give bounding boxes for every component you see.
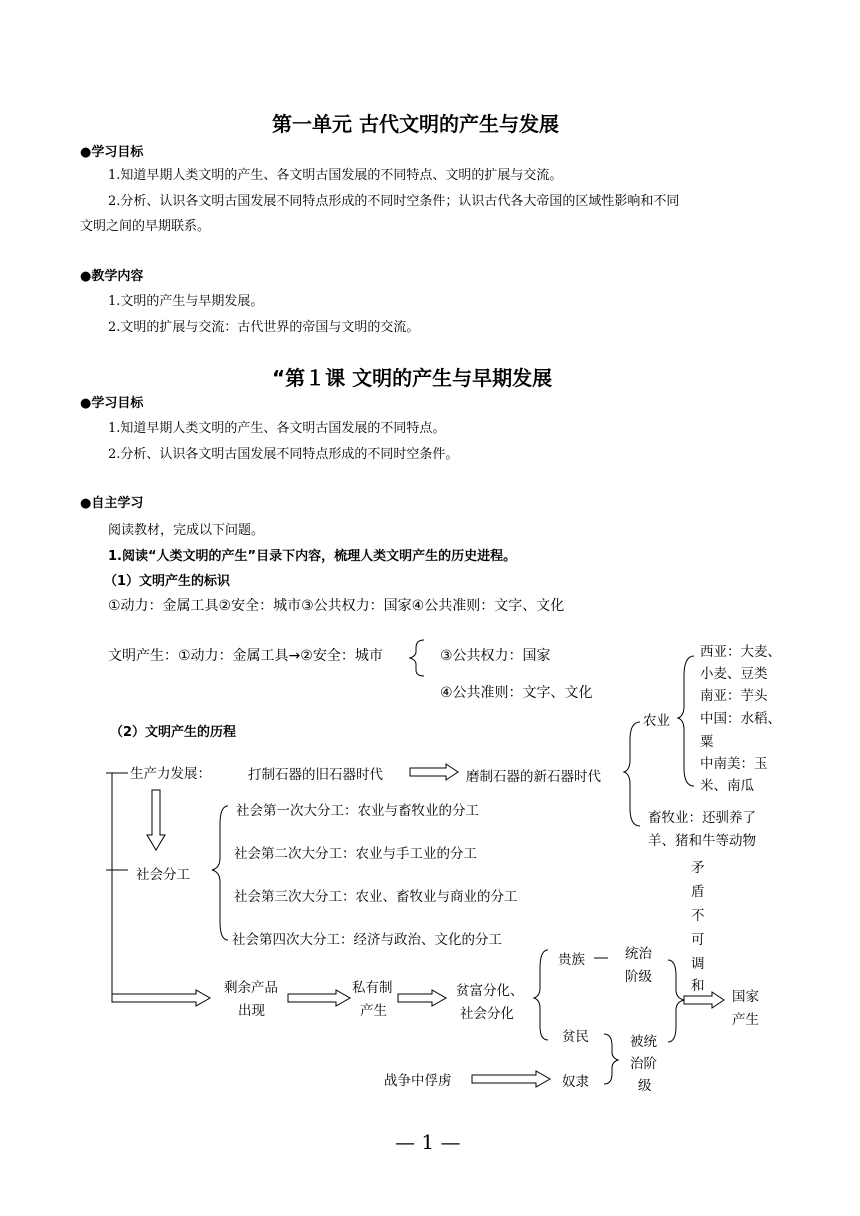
private-line-2: 产生 (360, 1003, 387, 1019)
husbandry-line-2: 羊、猪和牛等动物 (648, 833, 756, 849)
contradiction-6: 和 (691, 978, 705, 994)
surplus-line-2: 出现 (238, 1003, 265, 1019)
lesson-goal-2: 2.分析、认识各文明古国发展不同特点形成的不同时空条件。 (108, 447, 459, 462)
husbandry-line-1: 畜牧业：还驯养了 (648, 810, 756, 826)
commoners-label: 贫民 (562, 1029, 589, 1045)
state-line-1: 国家 (732, 989, 759, 1005)
agri-region-7: 米、南瓜 (700, 778, 754, 794)
new-stone-age: 磨制石器的新石器时代 (466, 769, 601, 785)
division-1: 社会第一次大分工：农业与畜牧业的分工 (236, 803, 479, 819)
agri-region-2: 小麦、豆类 (700, 666, 768, 682)
self-study-heading: ●自主学习 (80, 496, 144, 511)
unit-content-heading: ●教学内容 (80, 269, 144, 284)
contradiction-4: 可 (691, 932, 705, 948)
war-captives: 战争中俘虏 (384, 1073, 452, 1089)
ruled-line-3: 级 (638, 1078, 652, 1094)
agriculture-label: 农业 (643, 713, 670, 729)
slaves-label: 奴隶 (562, 1074, 589, 1090)
civilization-power: ③公共权力：国家 (440, 648, 551, 664)
unit-goals-heading: ●学习目标 (80, 145, 144, 160)
civilization-norm: ④公共准则：文字、文化 (440, 685, 593, 701)
agri-region-3: 南亚：芋头 (700, 688, 768, 704)
ruled-line-1: 被统 (630, 1034, 657, 1050)
ruling-line-2: 阶级 (625, 969, 652, 985)
state-line-2: 产生 (732, 1012, 759, 1028)
self-study-intro: 阅读教材，完成以下问题。 (108, 523, 265, 538)
productivity-label: 生产力发展： (130, 766, 211, 782)
social-division-label: 社会分工 (136, 867, 190, 883)
ruling-line-1: 统治 (625, 946, 652, 962)
agri-region-4: 中国：水稻、 (700, 711, 781, 727)
lesson-title: “第１课 文明的产生与早期发展 (272, 366, 553, 390)
civilization-marks: ①动力：金属工具②安全：城市③公共权力：国家④公共准则：文字、文化 (108, 598, 565, 614)
subheading-marks: （1）文明产生的标识 (104, 574, 231, 589)
subheading-process: （2）文明产生的历程 (110, 725, 237, 740)
unit-content-1: 1.文明的产生与早期发展。 (108, 294, 264, 309)
question-1: 1.阅读“人类文明的产生”目录下内容，梳理人类文明产生的历史进程。 (108, 549, 517, 564)
unit-goal-1: 1.知道早期人类文明的产生、各文明古国发展的不同特点、文明的扩展与交流。 (108, 168, 563, 183)
unit-goal-2-cont: 文明之间的早期联系。 (80, 219, 211, 234)
contradiction-1: 矛 (691, 860, 705, 876)
agri-region-5: 粟 (700, 734, 714, 750)
agri-region-6: 中南美：玉 (700, 756, 768, 772)
agri-region-1: 西亚：大麦、 (700, 644, 781, 660)
wealth-line-1: 贫富分化、 (456, 983, 524, 999)
division-4: 社会第四次大分工：经济与政治、文化的分工 (232, 932, 502, 948)
contradiction-2: 盾 (691, 884, 705, 900)
lesson-goal-1: 1.知道早期人类文明的产生、各文明古国发展的不同特点。 (108, 421, 446, 436)
surplus-line-1: 剩余产品 (224, 980, 278, 996)
division-2: 社会第二次大分工：农业与手工业的分工 (234, 846, 477, 862)
contradiction-3: 不 (691, 908, 705, 924)
unit-goal-2: 2.分析、认识各文明古国发展不同特点形成的不同时空条件；认识古代各大帝国的区域性影响和不同 (108, 194, 680, 209)
ruled-line-2: 治阶 (630, 1056, 657, 1072)
wealth-line-2: 社会分化 (460, 1006, 514, 1022)
nobles-label: 贵族 (558, 952, 585, 968)
lesson-goals-heading: ●学习目标 (80, 396, 144, 411)
old-stone-age: 打制石器的旧石器时代 (248, 767, 383, 783)
division-3: 社会第三次大分工：农业、畜牧业与商业的分工 (234, 889, 518, 905)
page-number: — 1 — (395, 1130, 461, 1154)
unit-content-2: 2.文明的扩展与交流：古代世界的帝国与文明的交流。 (108, 320, 420, 335)
unit-title: 第一单元 古代文明的产生与发展 (272, 112, 559, 136)
private-line-1: 私有制 (352, 980, 393, 996)
civilization-line: 文明产生：①动力：金属工具→②安全：城市 (108, 648, 383, 664)
contradiction-5: 调 (691, 956, 705, 972)
